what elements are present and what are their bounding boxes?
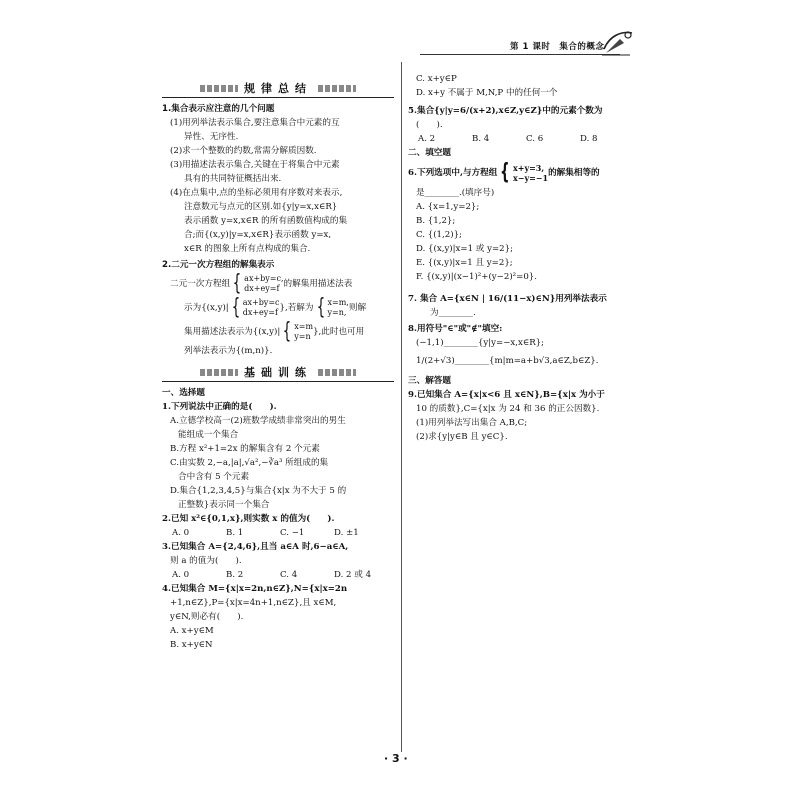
right-column <box>408 72 640 444</box>
question-4-cont: y∈N,则必有( ). <box>170 612 244 622</box>
left-brace-icon: { <box>500 160 510 185</box>
left-brace-icon: { <box>232 271 242 296</box>
equation-text: 则解 <box>348 303 367 313</box>
section-heading: 一、选择题 <box>162 388 205 398</box>
option-c: C. −1 <box>280 528 305 538</box>
section-heading: 二、填空题 <box>408 148 451 158</box>
option-text: C.由实数 2,−a,|a|,√a²,−∛a³ 所组成的集 <box>170 458 329 468</box>
equation-system <box>314 295 349 320</box>
options-row <box>162 568 394 582</box>
question-8: 8.用符号"∈"或"∉"填空: <box>408 324 503 334</box>
option-b: B. x+y∈N <box>170 640 213 650</box>
option-text: 正整数}表示同一个集合 <box>178 500 270 510</box>
equation-row: ax+by=c <box>242 298 280 307</box>
equation-text: 集用描述法表示为{(x,y)| <box>184 327 281 337</box>
equation-row: dx+ey=f <box>244 284 280 293</box>
question-3-cont: 则 a 的值为( ). <box>170 556 242 566</box>
option-a: A. {x=1,y=2}; <box>416 202 480 212</box>
equation-row: x=m, <box>327 298 349 307</box>
options-row <box>162 526 394 540</box>
option-c: C. 6 <box>526 134 544 144</box>
question-8-b: 1/(2+√3)________{m|m=a+b√3,a∈Z,b∈Z}. <box>416 356 599 366</box>
option-c: C. x+y∈P <box>416 74 457 84</box>
equation-text: },若解为 <box>279 303 314 313</box>
equation-line <box>162 320 394 344</box>
equation-text: 的解集用描述法表 <box>283 279 353 289</box>
section-banner-practice <box>162 364 394 382</box>
equation-system <box>497 160 549 185</box>
left-brace-icon: { <box>231 295 240 320</box>
banner-decoration-icon <box>200 369 238 376</box>
question-6-cont: 是________.(填序号) <box>416 188 495 198</box>
option-text: A.立德学校高一(2)班数学成绩非常突出的男生 <box>170 416 346 426</box>
banner-decoration-icon <box>318 85 356 92</box>
banner-title: 规律总结 <box>244 81 312 95</box>
equation-row: dx+ey=f <box>242 308 278 317</box>
question-6 <box>408 160 640 186</box>
left-brace-icon: { <box>283 319 292 344</box>
equation-row: ax+by=c, <box>244 274 284 283</box>
question-4-cont: +1,n∈Z},P={x|x=4n+1,n∈Z},且 x∈M, <box>170 598 337 608</box>
question-5: 5.集合{y|y=6/(x+2),x∈Z,y∈Z}中的元素个数为 <box>408 106 603 116</box>
header-rule <box>420 54 620 55</box>
option-a: A. 0 <box>172 528 190 538</box>
question-3: 3.已知集合 A={2,4,6},且当 a∈A 时,6−a∈A, <box>162 542 349 552</box>
question-text: 6.下列选项中,与方程组 <box>408 168 498 178</box>
equation-row: y=n <box>294 332 311 341</box>
option-a: A. x+y∈M <box>170 626 214 636</box>
summary-text: 具有的共同特征概括出来. <box>184 174 282 184</box>
question-1: 1.下列说法中正确的是( ). <box>162 402 277 412</box>
option-text: 能组成一个集合 <box>178 430 239 440</box>
summary-text: (3)用描述法表示集合,关键在于将集合中元素 <box>170 160 340 170</box>
section-banner-summary <box>162 80 394 98</box>
option-b: B. 1 <box>226 528 244 538</box>
option-a: A. 2 <box>418 134 436 144</box>
summary-text: 列举法表示为{(m,n)}. <box>184 346 273 356</box>
option-text: 合中含有 5 个元素 <box>178 472 250 482</box>
question-5-cont: ( ). <box>416 120 443 130</box>
question-7-cont: 为________. <box>430 308 476 318</box>
option-b: B. 2 <box>226 570 244 580</box>
summary-heading-2: 2.二元一次方程组的解集表示 <box>162 260 275 270</box>
summary-text: 表示函数 y=x,x∈R 的所有函数值构成的集 <box>184 216 348 226</box>
question-text: 的解集相等的 <box>548 168 600 178</box>
banner-title: 基础训练 <box>244 365 312 379</box>
column-divider <box>401 62 402 752</box>
summary-text: (2)求一个整数的约数,常需分解质因数. <box>170 146 317 156</box>
equation-text: },此时也可用 <box>313 327 365 337</box>
section-heading: 三、解答题 <box>408 376 451 386</box>
option-d: D. 8 <box>580 134 598 144</box>
option-c: C. 4 <box>280 570 298 580</box>
equation-text: 示为{(x,y)| <box>184 303 229 313</box>
page-header-lesson: 第 1 课时 集合的概念 <box>510 42 605 52</box>
option-c: C. {(1,2)}; <box>416 230 462 240</box>
summary-text: (1)用列举法表示集合,要注意集合中元素的互 <box>170 118 340 128</box>
equation-row: x+y=3, <box>512 163 545 173</box>
summary-text: 异性、无序性. <box>184 132 239 142</box>
option-e: E. {(x,y)|x=1 且 y=2}; <box>416 258 513 268</box>
option-text: B.方程 x²+1=2x 的解集含有 2 个元素 <box>170 444 320 454</box>
banner-decoration-icon <box>318 369 356 376</box>
equation-system <box>230 271 284 296</box>
option-b: B. {1,2}; <box>416 216 456 226</box>
option-a: A. 0 <box>172 570 190 580</box>
equation-line <box>162 296 394 320</box>
question-2: 2.已知 x²∈{0,1,x},则实数 x 的值为( ). <box>162 514 335 524</box>
option-f: F. {(x,y)|(x−1)²+(y−2)²=0}. <box>416 272 537 282</box>
summary-text: x∈R 的图象上所有点构成的集合. <box>184 244 311 254</box>
equation-system <box>229 295 280 320</box>
question-9-cont: 10 的质数},C={x|x 为 24 和 36 的正公因数}. <box>416 404 600 414</box>
question-7: 7. 集合 A={x∈N | 16/(11−x)∈N}用列举法表示 <box>408 294 607 304</box>
equation-row: y=n, <box>327 308 347 317</box>
page-number: · 3 · <box>384 752 408 765</box>
summary-text: 注意数元与点元的区别.如{y|y=x,x∈R} <box>184 202 338 212</box>
pen-logo-icon <box>600 27 636 57</box>
equation-line <box>162 272 394 296</box>
options-row <box>408 132 640 146</box>
question-9-part: (1)用列举法写出集合 A,B,C; <box>416 418 528 428</box>
summary-text: 合;而{(x,y)|y=x,x∈R}表示函数 y=x, <box>184 230 332 240</box>
banner-decoration-icon <box>200 85 238 92</box>
option-text: D.集合{1,2,3,4,5}与集合{x|x 为不大于 5 的 <box>170 486 347 496</box>
option-d: D. 2 或 4 <box>334 570 372 580</box>
equation-system <box>280 319 314 344</box>
option-d: D. {(x,y)|x=1 或 y=2}; <box>416 244 514 254</box>
equation-row: x−y=−1 <box>512 173 549 183</box>
left-brace-icon: { <box>316 295 325 320</box>
question-9: 9.已知集合 A={x|x<6 且 x∈N},B={x|x 为小于 <box>408 390 605 400</box>
question-8-a: (−1,1)________{y|y=−x,x∈R}; <box>416 338 545 348</box>
summary-text: (4)在点集中,点的坐标必须用有序数对来表示, <box>170 188 343 198</box>
option-d: D. x+y 不属于 M,N,P 中的任何一个 <box>416 88 558 98</box>
summary-heading-1: 1.集合表示应注意的几个问题 <box>162 104 275 114</box>
equation-row: x=m <box>294 322 314 331</box>
option-b: B. 4 <box>472 134 490 144</box>
left-column <box>162 78 394 652</box>
equation-text: 二元一次方程组 <box>170 279 231 289</box>
option-d: D. ±1 <box>334 528 359 538</box>
question-4: 4.已知集合 M={x|x=2n,n∈Z},N={x|x=2n <box>162 584 348 594</box>
question-9-part: (2)求{y|y∈B 且 y∈C}. <box>416 432 508 442</box>
